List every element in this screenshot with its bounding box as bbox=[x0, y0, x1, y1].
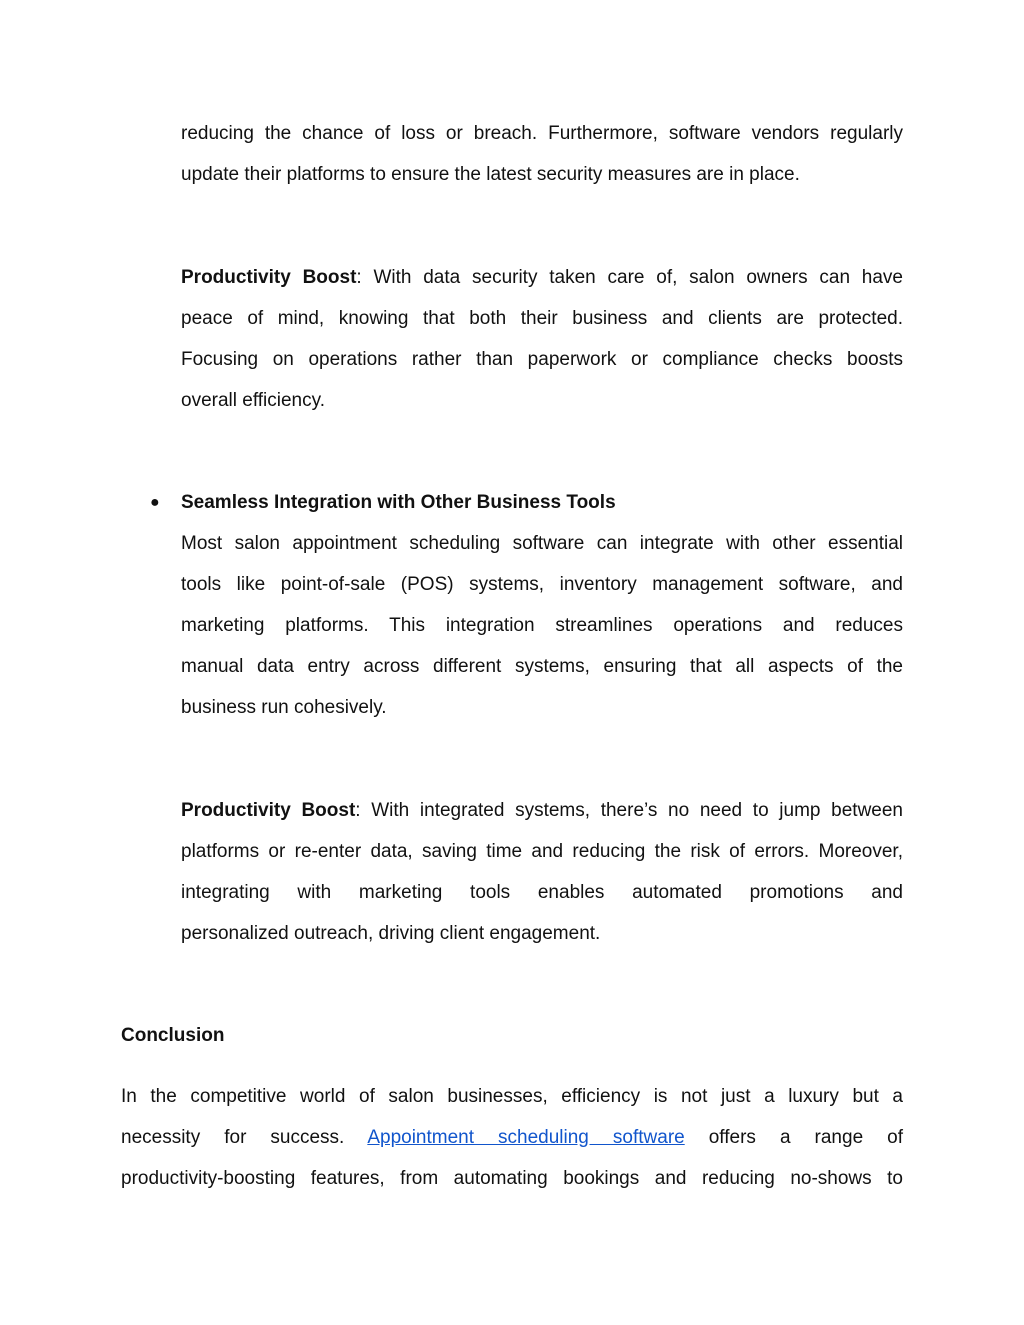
text-line bbox=[181, 790, 903, 831]
conclusion-heading: Conclusion bbox=[121, 1025, 225, 1046]
conclusion-paragraph bbox=[121, 1076, 903, 1199]
text-line: In the competitive world of salon businesses, efficiency is not just a luxury but a bbox=[121, 1086, 903, 1107]
integration-section bbox=[181, 482, 903, 728]
text-line: personalized outreach, driving client engagement. bbox=[181, 923, 601, 944]
productivity-boost-paragraph-1 bbox=[181, 257, 903, 421]
text-fragment: offers a range of bbox=[684, 1127, 904, 1148]
productivity-boost-paragraph-2 bbox=[181, 790, 903, 954]
text-line: business run cohesively. bbox=[181, 697, 387, 718]
text-fragment: : With data security taken care of, salon owners can have bbox=[356, 267, 903, 288]
text-line: tools like point-of-sale (POS) systems, inventory management software, and bbox=[181, 574, 903, 595]
text-line bbox=[121, 1117, 903, 1158]
bullet-icon: ● bbox=[150, 494, 160, 511]
security-paragraph-end bbox=[181, 113, 903, 195]
appointment-scheduling-software-link[interactable]: Appointment scheduling software bbox=[367, 1127, 685, 1148]
text-fragment: necessity for success. bbox=[121, 1127, 368, 1148]
text-line: Most salon appointment scheduling software can integrate with other essential bbox=[181, 533, 903, 554]
text-line: marketing platforms. This integration streamlines operations and reduces bbox=[181, 615, 903, 636]
text-line: overall efficiency. bbox=[181, 390, 325, 411]
text-line: reducing the chance of loss or breach. Furthermore, software vendors regularly bbox=[181, 123, 903, 144]
text-line: integrating with marketing tools enables automated promotions and bbox=[181, 882, 903, 903]
text-line bbox=[181, 257, 903, 298]
text-line: peace of mind, knowing that both their business and clients are protected. bbox=[181, 308, 903, 329]
productivity-boost-label: Productivity Boost bbox=[181, 267, 357, 288]
text-line: platforms or re-enter data, saving time and reducing the risk of errors. Moreover, bbox=[181, 841, 903, 862]
text-line: productivity-boosting features, from automating bookings and reducing no-shows to bbox=[121, 1168, 903, 1189]
text-line: Focusing on operations rather than paperwork or compliance checks boosts bbox=[181, 349, 903, 370]
integration-title: Seamless Integration with Other Business Tools bbox=[181, 492, 616, 513]
text-line: update their platforms to ensure the latest security measures are in place. bbox=[181, 164, 800, 185]
text-line: manual data entry across different systems, ensuring that all aspects of the bbox=[181, 656, 903, 677]
text-fragment: : With integrated systems, there’s no need to jump between bbox=[355, 800, 903, 821]
productivity-boost-label: Productivity Boost bbox=[181, 800, 356, 821]
